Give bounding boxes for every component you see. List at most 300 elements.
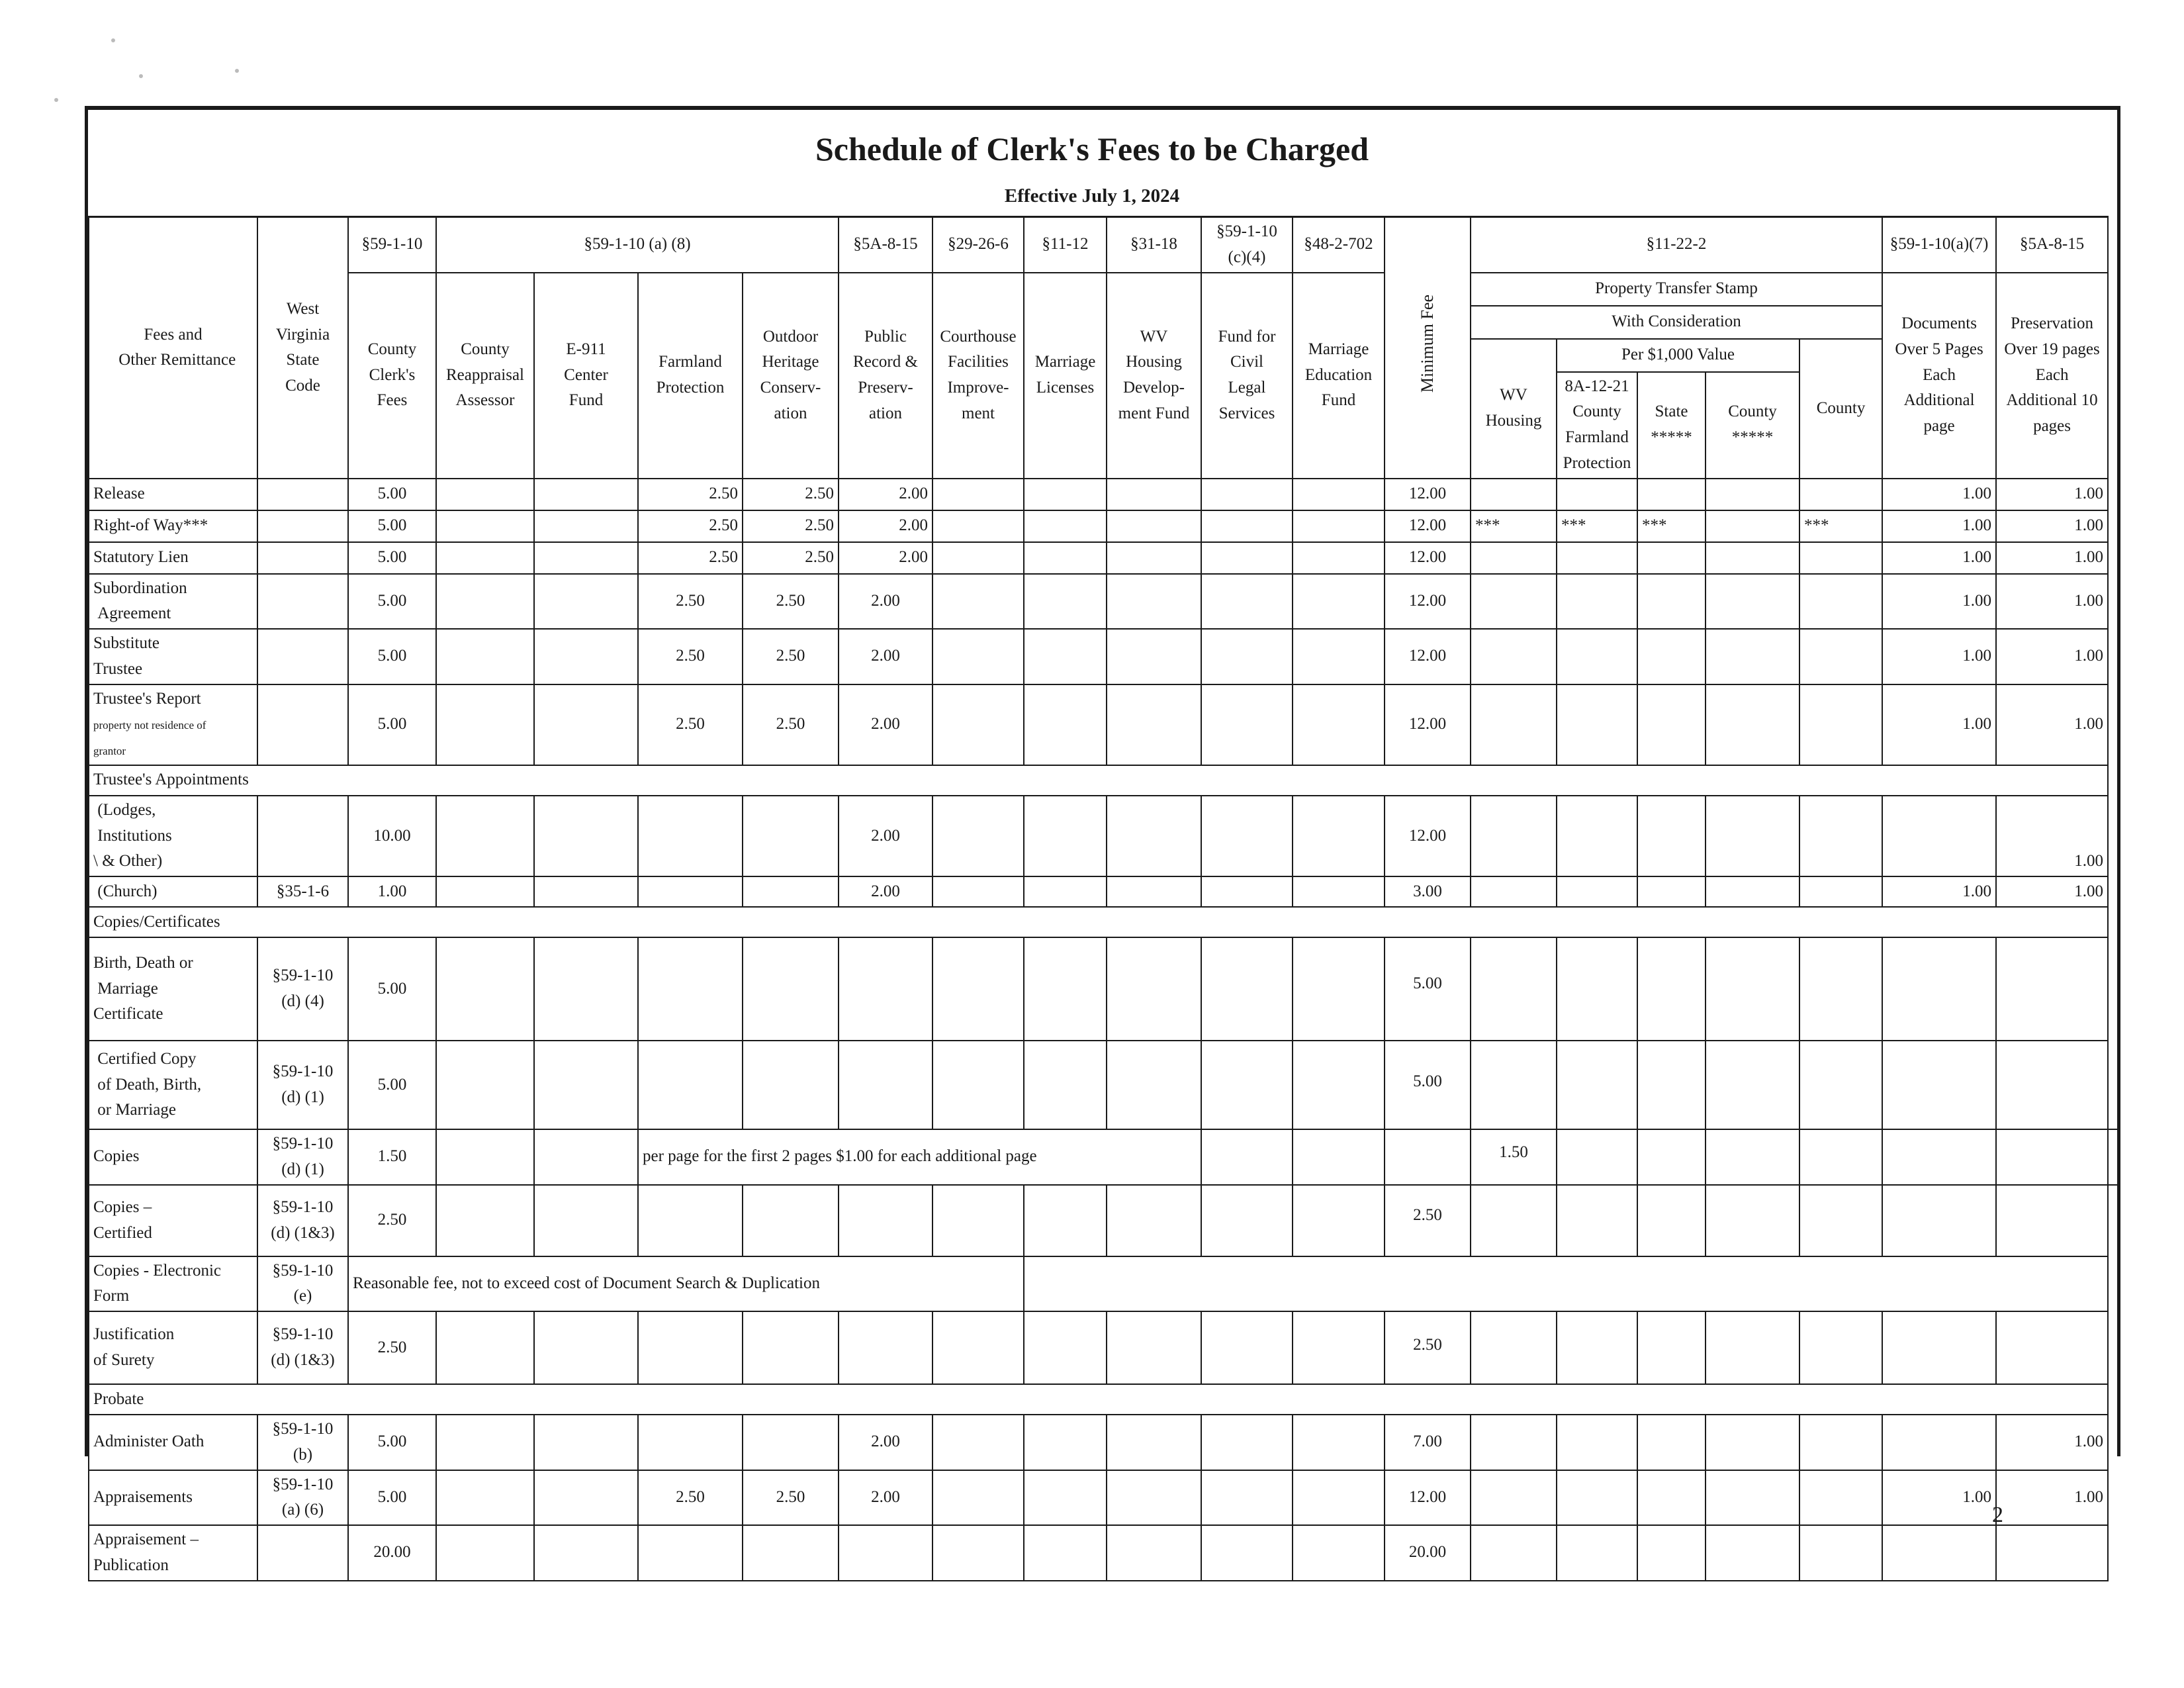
row-documents-fee: 1.00 — [1882, 574, 1996, 630]
row-cell — [1706, 1041, 1799, 1129]
row-minimum-fee: 12.00 — [1385, 684, 1471, 765]
row-stamp-farmland: *** — [1557, 510, 1637, 542]
row-clerk-fee: 20.00 — [348, 1525, 436, 1581]
row-cell — [1557, 1041, 1637, 1129]
row-cell — [933, 1311, 1024, 1384]
stamp-state-header: State ***** — [1637, 372, 1706, 479]
row-cell — [534, 1415, 638, 1470]
row-minimum-fee: 12.00 — [1385, 629, 1471, 684]
section-heading: Probate — [89, 1384, 2108, 1415]
reappraisal-header: County Reappraisal Assessor — [436, 273, 534, 479]
row-preservation-fee: 1.00 — [1996, 1470, 2108, 1526]
row-code: §59-1-10 (d) (1&3) — [257, 1185, 348, 1256]
row-cell — [1201, 629, 1293, 684]
row-cell — [839, 1041, 933, 1129]
row-minimum-fee: 1.50 — [1471, 1129, 1557, 1185]
row-clerk-fee: 5.00 — [348, 479, 436, 510]
page-number: 2 — [1992, 1503, 2003, 1527]
row-cell — [436, 1525, 534, 1581]
row-cell — [933, 876, 1024, 907]
fee-row-copies-electronic — [89, 1256, 2120, 1312]
section-probate — [89, 1384, 2120, 1415]
row-cell — [1996, 1311, 2108, 1384]
documents-header: Documents Over 5 Pages Each Additional page — [1882, 273, 1996, 479]
row-cell — [1799, 937, 1882, 1041]
row-cell — [933, 684, 1024, 765]
row-cell — [1201, 1129, 1293, 1185]
row-code: §59-1-10 (a) (6) — [257, 1470, 348, 1526]
row-cell — [1201, 796, 1293, 876]
row-cell — [743, 876, 839, 907]
row-cell — [1293, 574, 1385, 630]
fee-row-administer-oath — [89, 1415, 2120, 1470]
row-cell — [1471, 1525, 1557, 1581]
row-cell — [534, 479, 638, 510]
row-cell — [1706, 510, 1799, 542]
row-cell — [436, 1041, 534, 1129]
row-cell — [436, 629, 534, 684]
row-cell — [1706, 876, 1799, 907]
row-cell — [534, 937, 638, 1041]
row-cell — [1024, 1185, 1107, 1256]
row-cell — [1882, 1525, 1996, 1581]
row-name: (Church) — [89, 876, 257, 907]
row-cell — [1201, 1185, 1293, 1256]
row-cell — [743, 1311, 839, 1384]
row-public-record-fee: 2.00 — [839, 574, 933, 630]
row-cell — [839, 1185, 933, 1256]
row-cell — [534, 684, 638, 765]
row-cell — [1107, 1185, 1201, 1256]
fee-row-right-of-way — [89, 510, 2120, 542]
row-cell — [1799, 574, 1882, 630]
row-cell — [638, 1041, 743, 1129]
row-cell — [1024, 796, 1107, 876]
row-cell — [1024, 1256, 2108, 1312]
row-cell — [1706, 1129, 1799, 1185]
row-cell — [2108, 1129, 2120, 1185]
header-row-2 — [89, 273, 2120, 306]
row-cell — [1637, 542, 1706, 574]
row-public-record-fee: 2.00 — [839, 796, 933, 876]
row-clerk-fee: 2.50 — [348, 1311, 436, 1384]
row-cell — [1293, 1185, 1385, 1256]
row-cell — [743, 1525, 839, 1581]
fee-row-justification-of-surety — [89, 1311, 2120, 1384]
row-code: §59-1-10 (d) (4) — [257, 937, 348, 1041]
row-farmland-fee: 2.50 — [638, 629, 743, 684]
row-outdoor-fee: 2.50 — [743, 510, 839, 542]
row-public-record-fee: 2.00 — [839, 542, 933, 574]
row-cell — [933, 629, 1024, 684]
row-cell — [1107, 937, 1201, 1041]
section-copies-certificates — [89, 907, 2120, 937]
row-cell — [1201, 1041, 1293, 1129]
outdoor-heritage-header: Outdoor Heritage Conserv- ation — [743, 273, 839, 479]
header-row-1 — [89, 217, 2120, 273]
row-outdoor-fee: 2.50 — [743, 684, 839, 765]
row-code: §59-1-10 (d) (1) — [257, 1041, 348, 1129]
row-cell — [1107, 796, 1201, 876]
row-cell — [638, 876, 743, 907]
row-cell — [1557, 1311, 1637, 1384]
row-cell — [933, 937, 1024, 1041]
row-cell — [1293, 684, 1385, 765]
row-cell — [1799, 1525, 1882, 1581]
row-cell — [1201, 684, 1293, 765]
row-cell — [1637, 684, 1706, 765]
row-cell — [743, 1415, 839, 1470]
row-preservation-fee: 1.00 — [1996, 876, 2108, 907]
section-heading: Trustee's Appointments — [89, 765, 2108, 796]
row-cell — [1201, 542, 1293, 574]
row-clerk-fee: 5.00 — [348, 542, 436, 574]
row-documents-fee: 1.00 — [1882, 684, 1996, 765]
row-documents-fee: 1.00 — [1882, 510, 1996, 542]
row-name: Right-of Way*** — [89, 510, 257, 542]
row-cell — [1799, 1311, 1882, 1384]
row-preservation-fee: 1.00 — [1996, 479, 2108, 510]
row-cell — [1385, 1129, 1471, 1185]
row-cell — [933, 574, 1024, 630]
scan-speck — [139, 74, 143, 78]
row-clerk-fee: 2.50 — [348, 1185, 436, 1256]
row-cell — [436, 876, 534, 907]
row-cell — [743, 1041, 839, 1129]
row-cell — [1107, 510, 1201, 542]
row-cell — [1293, 1041, 1385, 1129]
row-cell — [1557, 542, 1637, 574]
row-documents-fee: 1.00 — [1882, 629, 1996, 684]
fee-row-substitute-trustee — [89, 629, 2120, 684]
row-cell — [1996, 1525, 2108, 1581]
row-documents-fee: 1.00 — [1882, 1470, 1996, 1526]
row-farmland-fee: 2.50 — [638, 479, 743, 510]
row-cell — [1293, 1129, 1385, 1185]
row-cell — [1557, 796, 1637, 876]
row-code — [257, 684, 348, 765]
page-title: Schedule of Clerk's Fees to be Charged — [815, 130, 1369, 167]
row-cell — [1637, 574, 1706, 630]
row-code — [257, 629, 348, 684]
row-minimum-fee: 20.00 — [1385, 1525, 1471, 1581]
row-public-record-fee: 2.00 — [839, 876, 933, 907]
row-cell — [1107, 876, 1201, 907]
row-cell — [1637, 937, 1706, 1041]
row-cell — [839, 1311, 933, 1384]
row-cell — [1024, 574, 1107, 630]
row-farmland-fee: 2.50 — [638, 574, 743, 630]
row-cell — [1799, 684, 1882, 765]
row-cell — [1107, 1525, 1201, 1581]
row-cell — [1706, 542, 1799, 574]
row-documents-fee: 1.00 — [1882, 479, 1996, 510]
row-cell — [1637, 1470, 1706, 1526]
row-cell — [1637, 1185, 1706, 1256]
row-cell — [1107, 684, 1201, 765]
section-trustee-appointments — [89, 765, 2120, 796]
row-outdoor-fee: 2.50 — [743, 629, 839, 684]
row-minimum-fee: 2.50 — [1385, 1185, 1471, 1256]
row-name: Release — [89, 479, 257, 510]
row-preservation-fee: 1.00 — [1996, 542, 2108, 574]
marriage-code-header: §11-12 — [1024, 217, 1107, 273]
row-clerk-fee: 5.00 — [348, 510, 436, 542]
row-name: Appraisements — [89, 1470, 257, 1526]
electronic-fee-note: Reasonable fee, not to exceed cost of Document Search & Duplication — [348, 1256, 1024, 1312]
row-clerk-fee: 1.50 — [348, 1129, 436, 1185]
row-name: Copies – Certified — [89, 1185, 257, 1256]
row-cell — [1799, 876, 1882, 907]
row-cell — [1293, 542, 1385, 574]
row-outdoor-fee: 2.50 — [743, 574, 839, 630]
row-cell — [1293, 1470, 1385, 1526]
copies-pricing-note: per page for the first 2 pages $1.00 for each additional page — [638, 1129, 1201, 1185]
row-cell — [743, 796, 839, 876]
marriage-ed-code-header: §48-2-702 — [1293, 217, 1385, 273]
row-clerk-fee: 10.00 — [348, 796, 436, 876]
row-clerk-fee: 5.00 — [348, 574, 436, 630]
row-cell — [1201, 876, 1293, 907]
row-cell — [1024, 1041, 1107, 1129]
scan-speck — [235, 69, 239, 73]
row-minimum-fee: 7.00 — [1385, 1415, 1471, 1470]
row-public-record-fee: 2.00 — [839, 1470, 933, 1526]
row-preservation-fee: 1.00 — [1996, 574, 2108, 630]
fees-header: Fees and Other Remittance — [89, 217, 257, 479]
courthouse-code-header: §29-26-6 — [933, 217, 1024, 273]
row-cell — [1706, 1415, 1799, 1470]
county-clerk-code-header: §59-1-10 — [348, 217, 436, 273]
per-1000-value-header: Per $1,000 Value — [1557, 339, 1799, 372]
row-documents-fee: 1.00 — [1882, 542, 1996, 574]
e911-header: E-911 Center Fund — [534, 273, 638, 479]
row-cell — [534, 1311, 638, 1384]
row-minimum-fee: 5.00 — [1385, 1041, 1471, 1129]
civil-legal-header: Fund for Civil Legal Services — [1201, 273, 1293, 479]
county-clerk-header: County Clerk's Fees — [348, 273, 436, 479]
row-name: Appraisement – Publication — [89, 1525, 257, 1581]
row-cell — [1024, 1415, 1107, 1470]
row-cell — [1024, 876, 1107, 907]
row-clerk-fee: 5.00 — [348, 1470, 436, 1526]
row-cell — [933, 1470, 1024, 1526]
row-code: §35-1-6 — [257, 876, 348, 907]
row-cell — [1706, 574, 1799, 630]
row-cell — [534, 1470, 638, 1526]
row-cell — [436, 1415, 534, 1470]
row-cell — [1293, 1415, 1385, 1470]
row-cell — [1557, 1525, 1637, 1581]
row-cell — [1557, 574, 1637, 630]
row-cell — [436, 1185, 534, 1256]
row-cell — [839, 937, 933, 1041]
stamp-wv-housing-header: WV Housing — [1471, 339, 1557, 479]
row-cell — [1293, 510, 1385, 542]
row-cell — [1799, 479, 1882, 510]
row-cell — [1706, 796, 1799, 876]
row-cell — [933, 542, 1024, 574]
row-cell — [1471, 796, 1557, 876]
row-preservation-fee: 1.00 — [1996, 796, 2108, 876]
row-cell — [1637, 629, 1706, 684]
row-farmland-fee: 2.50 — [638, 1470, 743, 1526]
row-cell — [1637, 1415, 1706, 1470]
row-cell — [1471, 876, 1557, 907]
row-code — [257, 1525, 348, 1581]
row-minimum-fee: 12.00 — [1385, 796, 1471, 876]
row-cell — [1107, 574, 1201, 630]
preservation-header: Preservation Over 19 pages Each Additional 10 pages — [1996, 273, 2108, 479]
row-cell — [1882, 1041, 1996, 1129]
row-name: Copies - Electronic Form — [89, 1256, 257, 1312]
fee-row-copies-certified — [89, 1185, 2120, 1256]
row-cell — [1293, 796, 1385, 876]
row-cell — [1471, 574, 1557, 630]
row-cell — [638, 796, 743, 876]
row-cell — [1706, 684, 1799, 765]
row-cell — [1799, 796, 1882, 876]
page-subtitle: Effective July 1, 2024 — [1004, 185, 1180, 207]
row-cell — [1557, 479, 1637, 510]
row-minimum-fee: 12.00 — [1385, 574, 1471, 630]
fee-schedule-table — [88, 216, 2120, 1581]
row-cell — [436, 574, 534, 630]
row-preservation-fee: 1.00 — [1996, 684, 2108, 765]
row-cell — [1882, 1185, 1996, 1256]
row-cell — [1557, 629, 1637, 684]
fee-row-birth-death-marriage — [89, 937, 2120, 1041]
row-cell — [436, 796, 534, 876]
row-cell — [1706, 1311, 1799, 1384]
row-cell — [1471, 542, 1557, 574]
marriage-ed-header: Marriage Education Fund — [1293, 273, 1385, 479]
fee-row-copies — [89, 1129, 2120, 1185]
row-cell — [1706, 937, 1799, 1041]
row-cell — [1882, 937, 1996, 1041]
row-name: (Lodges, Institutions \ & Other) — [89, 796, 257, 876]
row-code: §59-1-10 (d) (1) — [257, 1129, 348, 1185]
row-name: Administer Oath — [89, 1415, 257, 1470]
row-public-record-fee: 2.00 — [839, 510, 933, 542]
row-cell — [1637, 796, 1706, 876]
row-cell — [1637, 1129, 1706, 1185]
row-public-record-fee: 2.00 — [839, 684, 933, 765]
row-cell — [1024, 479, 1107, 510]
row-public-record-fee: 2.00 — [839, 1415, 933, 1470]
housing-fund-header: WV Housing Develop- ment Fund — [1107, 273, 1201, 479]
preservation-code-header: §5A-8-15 — [1996, 217, 2108, 273]
row-clerk-fee: 5.00 — [348, 684, 436, 765]
row-cell — [1024, 937, 1107, 1041]
fee-row-appraisements — [89, 1470, 2120, 1526]
row-preservation-fee: 1.00 — [1996, 510, 2108, 542]
row-cell — [1996, 937, 2108, 1041]
row-cell — [638, 937, 743, 1041]
with-consideration-header: With Consideration — [1471, 306, 1882, 339]
row-farmland-fee: 2.50 — [638, 510, 743, 542]
row-cell — [743, 1185, 839, 1256]
row-cell — [1293, 629, 1385, 684]
row-cell — [933, 1525, 1024, 1581]
fee-row-lodges — [89, 796, 2120, 876]
row-cell — [1471, 1470, 1557, 1526]
row-cell — [1706, 1185, 1799, 1256]
row-cell — [1293, 876, 1385, 907]
row-cell — [1706, 479, 1799, 510]
row-cell — [1882, 1311, 1996, 1384]
property-transfer-stamp-header: Property Transfer Stamp — [1471, 273, 1882, 306]
row-cell — [1799, 1415, 1882, 1470]
row-name: Copies — [89, 1129, 257, 1185]
row-cell — [1471, 1041, 1557, 1129]
documents-code-header: §59-1-10(a)(7) — [1882, 217, 1996, 273]
fund-group-code-header: §59-1-10 (a) (8) — [436, 217, 839, 273]
section-heading: Copies/Certificates — [89, 907, 2108, 937]
row-cell — [1107, 1415, 1201, 1470]
row-cell — [933, 1041, 1024, 1129]
row-minimum-fee: 2.50 — [1385, 1311, 1471, 1384]
row-code — [257, 574, 348, 630]
row-name: Justification of Surety — [89, 1311, 257, 1384]
row-farmland-fee: 2.50 — [638, 684, 743, 765]
row-name: Birth, Death or Marriage Certificate — [89, 937, 257, 1041]
farmland-header: Farmland Protection — [638, 273, 743, 479]
fee-row-church — [89, 876, 2120, 907]
row-cell — [436, 937, 534, 1041]
row-cell — [1557, 937, 1637, 1041]
row-cell — [1706, 629, 1799, 684]
row-cell — [1107, 542, 1201, 574]
row-cell — [1471, 684, 1557, 765]
row-preservation-fee: 1.00 — [1996, 629, 2108, 684]
row-name: Statutory Lien — [89, 542, 257, 574]
row-code — [257, 796, 348, 876]
row-cell — [1201, 1311, 1293, 1384]
row-cell — [1557, 684, 1637, 765]
row-code — [257, 542, 348, 574]
row-cell — [1107, 1311, 1201, 1384]
row-minimum-fee: 12.00 — [1385, 542, 1471, 574]
row-cell — [1471, 479, 1557, 510]
row-cell — [1471, 1185, 1557, 1256]
row-cell — [839, 1525, 933, 1581]
row-cell — [1637, 876, 1706, 907]
housing-fund-code-header: §31-18 — [1107, 217, 1201, 273]
row-code: §59-1-10 (b) — [257, 1415, 348, 1470]
scan-speck — [111, 38, 115, 42]
row-cell — [1706, 1525, 1799, 1581]
row-farmland-fee: 2.50 — [638, 542, 743, 574]
row-cell — [1024, 510, 1107, 542]
row-cell — [1799, 1185, 1882, 1256]
row-cell — [1201, 1525, 1293, 1581]
row-cell — [534, 574, 638, 630]
row-cell — [1882, 796, 1996, 876]
row-cell — [1637, 1525, 1706, 1581]
row-outdoor-fee: 2.50 — [743, 542, 839, 574]
row-stamp-state: *** — [1637, 510, 1706, 542]
row-cell — [1882, 1415, 1996, 1470]
row-cell — [1471, 937, 1557, 1041]
row-cell — [638, 1311, 743, 1384]
row-cell — [534, 1129, 638, 1185]
row-cell — [1799, 1041, 1882, 1129]
row-name: Trustee's Report property not residence of grantor — [89, 684, 257, 765]
row-cell — [1882, 1129, 1996, 1185]
row-cell — [933, 479, 1024, 510]
row-public-record-fee: 2.00 — [839, 479, 933, 510]
